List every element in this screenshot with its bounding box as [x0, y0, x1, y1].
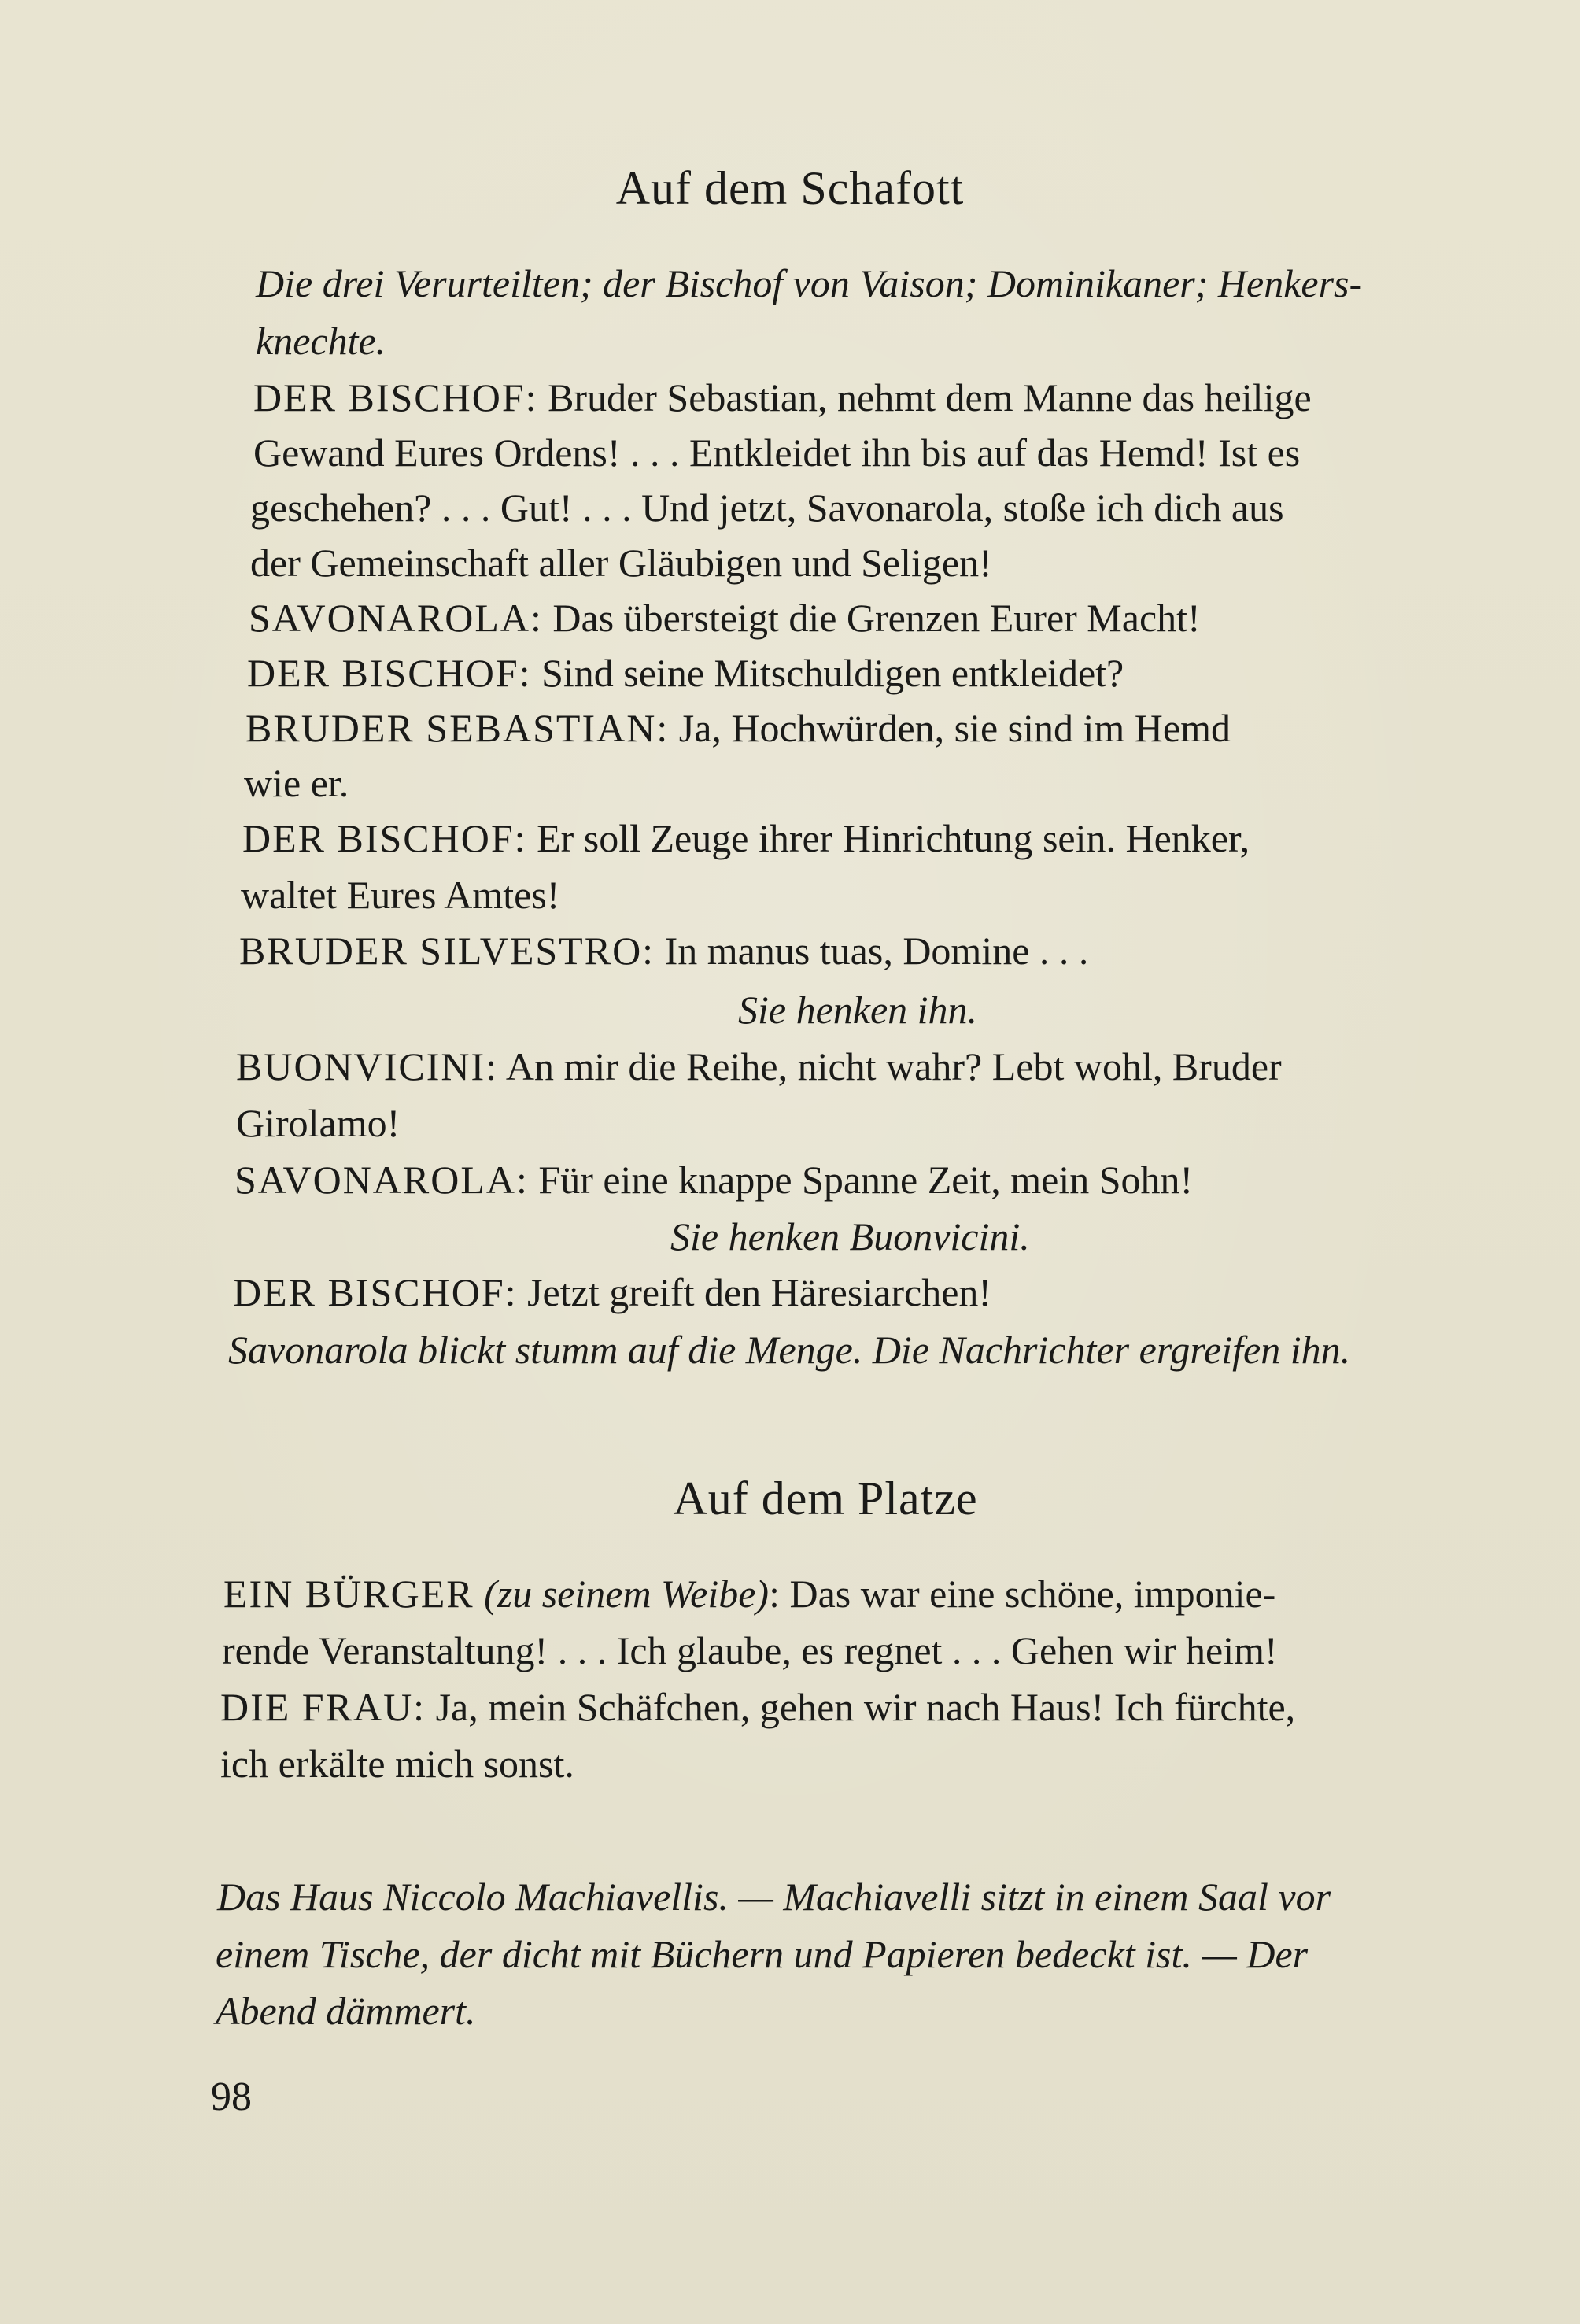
speaker-name: BUONVICINI:: [236, 1044, 499, 1088]
speaker-name: BRUDER SILVESTRO:: [239, 929, 655, 973]
dialogue-line: [245, 708, 1231, 748]
dialogue-line: [223, 1572, 1276, 1616]
dialogue-text: Ja, mein Schäfchen, gehen wir nach Haus! Ich fürchte,: [426, 1685, 1296, 1729]
dialogue-text: Ja, Hochwürden, sie sind im Hemd: [669, 706, 1231, 750]
stage-direction: knechte.: [256, 319, 386, 363]
dialogue-line: [222, 1628, 1278, 1672]
speaker-name: EIN BÜRGER: [223, 1572, 474, 1616]
stage-direction: Savonarola blickt stumm auf die Menge. Die Nachrichter ergreifen ihn.: [228, 1328, 1351, 1372]
speaker-name: DER BISCHOF:: [233, 1270, 518, 1314]
speaker-name: SAVONAROLA:: [249, 596, 543, 640]
stage-direction-inline: (zu seinem Weibe): [474, 1572, 770, 1616]
dialogue-text: der Gemeinschaft aller Gläubigen und Seligen!: [250, 541, 992, 585]
dialogue-text: Girolamo!: [236, 1101, 401, 1145]
dialogue-line: [239, 929, 1089, 973]
dialogue-line: [253, 430, 1301, 475]
section-heading-schafott: [0, 161, 1580, 216]
dialogue-line: [220, 1742, 574, 1786]
dialogue-text: Gewand Eures Ordens! . . . Entkleidet ihn bis auf das Hemd! Ist es: [253, 430, 1301, 475]
dialogue-text: Das übersteigt die Grenzen Eurer Macht!: [542, 596, 1201, 640]
dialogue-text: An mir die Reihe, nicht wahr? Lebt wohl, Bruder: [498, 1044, 1282, 1088]
dialogue-text: ich erkälte mich sonst.: [220, 1742, 574, 1786]
dialogue-line: [242, 818, 1250, 858]
page-number: 98: [211, 2075, 252, 2119]
dialogue-line: [220, 1687, 1295, 1727]
stage-direction: Die drei Verurteilten; der Bischof von Vaison; Dominikaner; Henkers-: [256, 261, 1363, 305]
dialogue-line: [236, 1044, 1282, 1088]
dialogue-text: geschehen? . . . Gut! . . . Und jetzt, Savonarola, stoße ich dich aus: [250, 486, 1284, 530]
dialogue-line: [250, 541, 992, 585]
section-heading: Auf dem Platze: [673, 1472, 978, 1524]
stage-direction: Sie henken Buonvicini.: [670, 1214, 1030, 1258]
dialogue-line: [249, 596, 1201, 640]
dialogue-line: [247, 653, 1124, 693]
dialogue-text: Sind seine Mitschuldigen entkleidet?: [531, 651, 1124, 695]
speaker-name: DER BISCHOF:: [242, 816, 527, 860]
dialogue-text: wie er.: [244, 761, 349, 805]
section-heading-platze: [0, 1472, 1580, 1526]
dialogue-text: Bruder Sebastian, nehmt dem Manne das heilige: [537, 375, 1312, 419]
speaker-name: BRUDER SEBASTIAN:: [245, 706, 670, 750]
speaker-name: SAVONAROLA:: [234, 1158, 529, 1202]
dialogue-line: [244, 763, 349, 803]
speaker-name: DIE FRAU:: [220, 1685, 426, 1729]
dialogue-line: [253, 375, 1312, 419]
dialogue-line: [234, 1158, 1194, 1202]
dialogue-text: waltet Eures Amtes!: [241, 873, 560, 917]
dialogue-line: [241, 873, 560, 917]
stage-direction: einem Tische, der dicht mit Büchern und Papieren bedeckt ist. — Der: [216, 1932, 1309, 1976]
dialogue-line: [250, 486, 1284, 530]
speaker-name: DER BISCHOF:: [247, 651, 532, 695]
dialogue-text: rende Veranstaltung! . . . Ich glaube, es regnet . . . Gehen wir heim!: [222, 1628, 1278, 1672]
dialogue-line: [236, 1103, 400, 1143]
dialogue-text: Jetzt greift den Häresiarchen!: [517, 1270, 992, 1314]
stage-direction: Sie henken ihn.: [738, 988, 978, 1032]
dialogue-text: : Das war eine schöne, imponie-: [769, 1572, 1276, 1616]
dialogue-line: [233, 1270, 992, 1314]
section-heading: Auf dem Schafott: [615, 162, 965, 214]
dialogue-text: Für eine knappe Spanne Zeit, mein Sohn!: [528, 1158, 1194, 1202]
dialogue-text: In manus tuas, Domine . . .: [655, 929, 1089, 973]
speaker-name: DER BISCHOF:: [253, 375, 538, 419]
stage-direction: Abend dämmert.: [216, 1989, 476, 2033]
dialogue-text: Er soll Zeuge ihrer Hinrichtung sein. Henker,: [526, 816, 1250, 860]
stage-direction: Das Haus Niccolo Machiavellis. — Machiavelli sitzt in einem Saal vor: [217, 1875, 1331, 1919]
